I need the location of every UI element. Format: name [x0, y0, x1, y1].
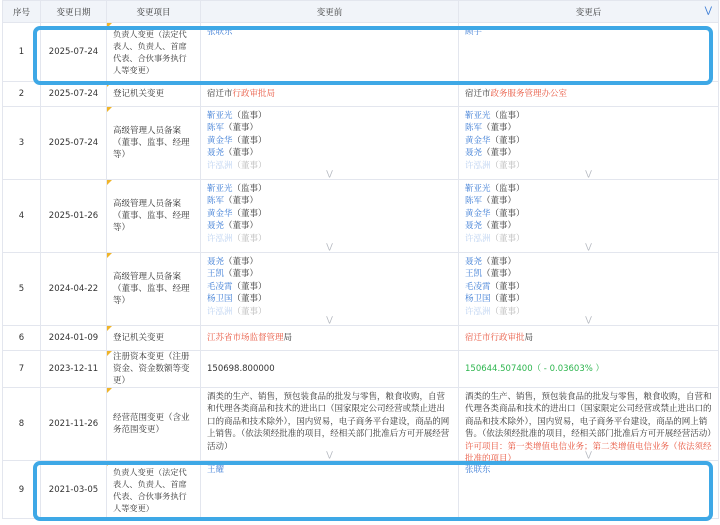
row-no: 3: [3, 107, 41, 180]
person-list: [207, 256, 452, 317]
row-before: 150698.800000: [201, 351, 459, 388]
row-before: [201, 107, 459, 180]
person-role: （监事）: [232, 111, 267, 121]
table-row: [3, 107, 719, 180]
person-list: [465, 256, 712, 317]
person-role: （监事）: [490, 111, 525, 121]
business-scope-text: [465, 391, 716, 465]
table-row: [3, 326, 719, 351]
person-role: （董事）: [490, 233, 525, 244]
marker-icon: [107, 180, 112, 185]
person-entry: [465, 268, 712, 280]
person-role: （董事）: [482, 196, 517, 207]
row-item-text: 经营范围变更（含业务范围变更）: [113, 413, 190, 435]
person-link[interactable]: 聂尧: [207, 221, 225, 232]
person-link[interactable]: 毛凌霄: [207, 281, 233, 292]
person-role: （董事）: [482, 269, 517, 280]
person-role: （董事）: [232, 294, 267, 305]
person-role: （董事）: [224, 148, 259, 159]
person-entry: [465, 293, 712, 305]
person-role: （董事）: [232, 135, 267, 146]
person-role: （董事）: [490, 294, 525, 305]
row-date: 2025-07-24: [41, 107, 107, 180]
person-entry: [207, 110, 452, 122]
person-entry: [465, 135, 712, 147]
marker-icon: [107, 326, 112, 331]
person-entry: [207, 195, 452, 207]
person-link[interactable]: 张联东: [207, 27, 233, 37]
expand-icon[interactable]: ⋁: [326, 315, 333, 324]
org-suffix: 局: [283, 333, 293, 343]
person-role: （董事）: [224, 269, 259, 280]
row-item-text: 负责人变更（法定代表人、负责人、首席代表、合伙事务执行人等变更）: [113, 29, 187, 75]
marker-icon: [107, 388, 112, 393]
row-after: [459, 82, 719, 107]
row-date: 2021-11-26: [41, 388, 107, 461]
person-entry: [207, 183, 452, 195]
person-entry: [207, 256, 452, 268]
person-entry: [465, 220, 712, 232]
row-before: [201, 326, 459, 351]
person-entry: [465, 281, 712, 293]
person-entry: [465, 208, 712, 220]
person-entry: [465, 256, 712, 268]
row-before: [201, 253, 459, 326]
row-after: [459, 180, 719, 253]
person-list: [465, 183, 712, 244]
person-role: （董事）: [232, 233, 267, 244]
person-link[interactable]: 王凯: [465, 269, 483, 280]
expand-icon[interactable]: ⋁: [585, 242, 592, 251]
row-item-text: 高级管理人员备案（董事、监事、经理等）: [113, 199, 190, 233]
row-no: 6: [3, 326, 41, 351]
person-link[interactable]: 聂尧: [465, 148, 483, 159]
person-role: （董事）: [224, 257, 259, 267]
person-link[interactable]: 许泓洲: [207, 233, 233, 244]
person-link[interactable]: 杨卫国: [465, 294, 491, 305]
person-link[interactable]: 张联东: [465, 465, 491, 475]
person-entry: [207, 268, 452, 280]
row-item-text: 注册资本变更（注册资金、资金数额等变更）: [113, 352, 190, 386]
row-after: [459, 326, 719, 351]
person-link[interactable]: 许泓洲: [465, 160, 491, 171]
row-item: [107, 326, 201, 351]
person-entry: [207, 293, 452, 305]
highlight-box-bottom: [33, 461, 713, 521]
person-role: （董事）: [482, 123, 517, 134]
person-link[interactable]: 陈军: [207, 123, 225, 134]
row-after: [459, 107, 719, 180]
scope-text: 酒类的生产、销售，预包装食品的批发与零售，粮食收购，自营和代理各类商品和技术的进出口（国家限定公司经营或禁止进出口的商品和技术除外），国内贸易，电子商务平台建设，商品的网上销售。（依法须经批准的项目，经相关部门批准后方可开展经营活动）: [465, 392, 716, 440]
row-date: 2024-01-09: [41, 326, 107, 351]
org-link[interactable]: 江苏省市场监督管理: [207, 333, 284, 343]
expand-icon[interactable]: ⋁: [326, 450, 333, 459]
person-role: （董事）: [232, 306, 267, 317]
expand-icon[interactable]: ⋁: [326, 242, 333, 251]
table-row: [3, 351, 719, 388]
person-role: （董事）: [232, 160, 267, 171]
row-item-text: 高级管理人员备案（董事、监事、经理等）: [113, 272, 190, 306]
person-link[interactable]: 黄金华: [465, 208, 491, 219]
row-after: [459, 351, 719, 388]
person-role: （董事）: [232, 208, 267, 219]
expand-icon[interactable]: ⋁: [585, 450, 592, 459]
person-link[interactable]: 黄金华: [207, 208, 233, 219]
capital-value: 150644.507400: [465, 364, 533, 374]
person-role: （董事）: [482, 257, 517, 267]
header-item: 变更项目: [107, 1, 201, 23]
person-link[interactable]: 许泓洲: [207, 160, 233, 171]
row-item: [107, 351, 201, 388]
person-entry: [207, 135, 452, 147]
person-link[interactable]: 陈军: [465, 123, 483, 134]
table-header-row: [3, 1, 719, 23]
person-role: （董事）: [490, 135, 525, 146]
person-entry: [207, 208, 452, 220]
row-no: 8: [3, 388, 41, 461]
person-role: （董事）: [490, 208, 525, 219]
person-link[interactable]: 许泓洲: [207, 306, 233, 317]
row-item: [107, 388, 201, 461]
person-role: （董事）: [224, 221, 259, 232]
row-before: [201, 388, 459, 461]
header-after-label: 变更后: [575, 7, 602, 18]
person-link[interactable]: 靳亚光: [465, 184, 491, 194]
person-link[interactable]: 陈军: [207, 196, 225, 207]
row-no: 7: [3, 351, 41, 388]
person-link[interactable]: 黄金华: [465, 135, 491, 146]
person-link[interactable]: 靳亚光: [465, 111, 491, 121]
person-link[interactable]: 王凯: [207, 269, 225, 280]
row-item: [107, 82, 201, 107]
person-entry: [207, 281, 452, 293]
row-date: 2024-04-22: [41, 253, 107, 326]
person-entry: [465, 147, 712, 159]
row-item-text: 负责人变更（法定代表人、负责人、首席代表、合伙事务执行人等变更）: [113, 466, 187, 513]
expand-icon[interactable]: ⋁: [326, 169, 333, 178]
person-list: [465, 110, 712, 171]
expand-icon[interactable]: ⋁: [585, 315, 592, 324]
person-link[interactable]: 聂尧: [465, 221, 483, 232]
row-item-text: 登记机关变更: [113, 333, 165, 343]
row-no: 1: [3, 23, 41, 82]
business-scope-text: 酒类的生产、销售，预包装食品的批发与零售，粮食收购，自营和代理各类商品和技术的进出口（国家限定公司经营或禁止进出口的商品和技术除外），国内贸易，电子商务平台建设，商品的网上销售。（依法须经批准的项目，经相关部门批准后方可开展经营活动）: [207, 392, 450, 452]
row-date: 2021-03-05: [41, 461, 107, 519]
person-role: （监事）: [490, 184, 525, 194]
org-prefix: 宿迁市: [465, 89, 491, 99]
person-entry: [207, 220, 452, 232]
row-item-text: 高级管理人员备案（董事、监事、经理等）: [113, 126, 190, 160]
person-link[interactable]: 王耀: [207, 465, 225, 475]
header-no: 序号: [3, 1, 41, 23]
person-list: [207, 183, 452, 244]
row-before: [201, 82, 459, 107]
person-link[interactable]: 毛凌霄: [465, 281, 491, 292]
person-role: （董事）: [232, 281, 267, 292]
person-entry: [465, 122, 712, 134]
person-link[interactable]: 许泓洲: [465, 306, 491, 317]
table-row: [3, 180, 719, 253]
capital-change: （ - 0.03603% ）: [532, 364, 605, 374]
person-role: （董事）: [490, 281, 525, 292]
table-row: [3, 82, 719, 107]
row-date: 2023-12-11: [41, 351, 107, 388]
person-entry: [465, 183, 712, 195]
person-link[interactable]: 靳亚光: [207, 111, 233, 121]
row-before: [201, 180, 459, 253]
header-date: 变更日期: [41, 1, 107, 23]
org-prefix: 宿迁市: [207, 89, 233, 99]
person-link[interactable]: 许泓洲: [465, 233, 491, 244]
person-link[interactable]: 黄金华: [207, 135, 233, 146]
person-link[interactable]: 杨卫国: [207, 294, 233, 305]
scope-highlight: 许可项目：第一类增值电信业务；第二类增值电信业务（依法须经批准的项目）: [465, 441, 712, 465]
person-link[interactable]: 聂尧: [465, 257, 483, 267]
person-role: （董事）: [490, 306, 525, 317]
collapse-all-icon[interactable]: ⋁: [704, 6, 712, 16]
person-link[interactable]: 聂尧: [207, 257, 225, 267]
row-date: 2025-07-24: [41, 23, 107, 82]
row-item-text: 登记机关变更: [113, 89, 165, 99]
person-role: （监事）: [232, 184, 267, 194]
person-list: [207, 110, 452, 171]
person-role: （董事）: [482, 148, 517, 159]
person-role: （董事）: [224, 196, 259, 207]
org-suffix: 局: [524, 333, 534, 343]
header-before: 变更前: [201, 1, 459, 23]
row-item: [107, 180, 201, 253]
person-entry: [465, 110, 712, 122]
table-row: [3, 388, 719, 461]
person-role: （董事）: [490, 160, 525, 171]
row-no: 4: [3, 180, 41, 253]
table-row: [3, 253, 719, 326]
highlight-box-top: [33, 26, 713, 85]
expand-icon[interactable]: ⋁: [585, 169, 592, 178]
person-link[interactable]: 聂尧: [207, 148, 225, 159]
marker-icon: [107, 253, 112, 258]
marker-icon: [107, 107, 112, 112]
row-no: 9: [3, 461, 41, 519]
person-role: （董事）: [224, 123, 259, 134]
person-entry: [207, 122, 452, 134]
org-link[interactable]: 政务服务管理办公室: [490, 89, 568, 99]
person-entry: [207, 147, 452, 159]
row-no: 5: [3, 253, 41, 326]
person-entry: [465, 195, 712, 207]
person-link[interactable]: 靳亚光: [207, 184, 233, 194]
row-item: [107, 107, 201, 180]
header-after: [459, 1, 719, 23]
org-link[interactable]: 宿迁市行政审批: [465, 333, 525, 343]
row-after: [459, 388, 719, 465]
person-link[interactable]: 顾宇: [465, 27, 483, 37]
org-link[interactable]: 行政审批局: [232, 89, 276, 99]
row-date: 2025-01-26: [41, 180, 107, 253]
row-date: 2025-07-24: [41, 82, 107, 107]
person-link[interactable]: 陈军: [465, 196, 483, 207]
row-item: [107, 253, 201, 326]
row-after: [459, 253, 719, 326]
row-no: 2: [3, 82, 41, 107]
marker-icon: [107, 351, 112, 356]
person-role: （董事）: [482, 221, 517, 232]
